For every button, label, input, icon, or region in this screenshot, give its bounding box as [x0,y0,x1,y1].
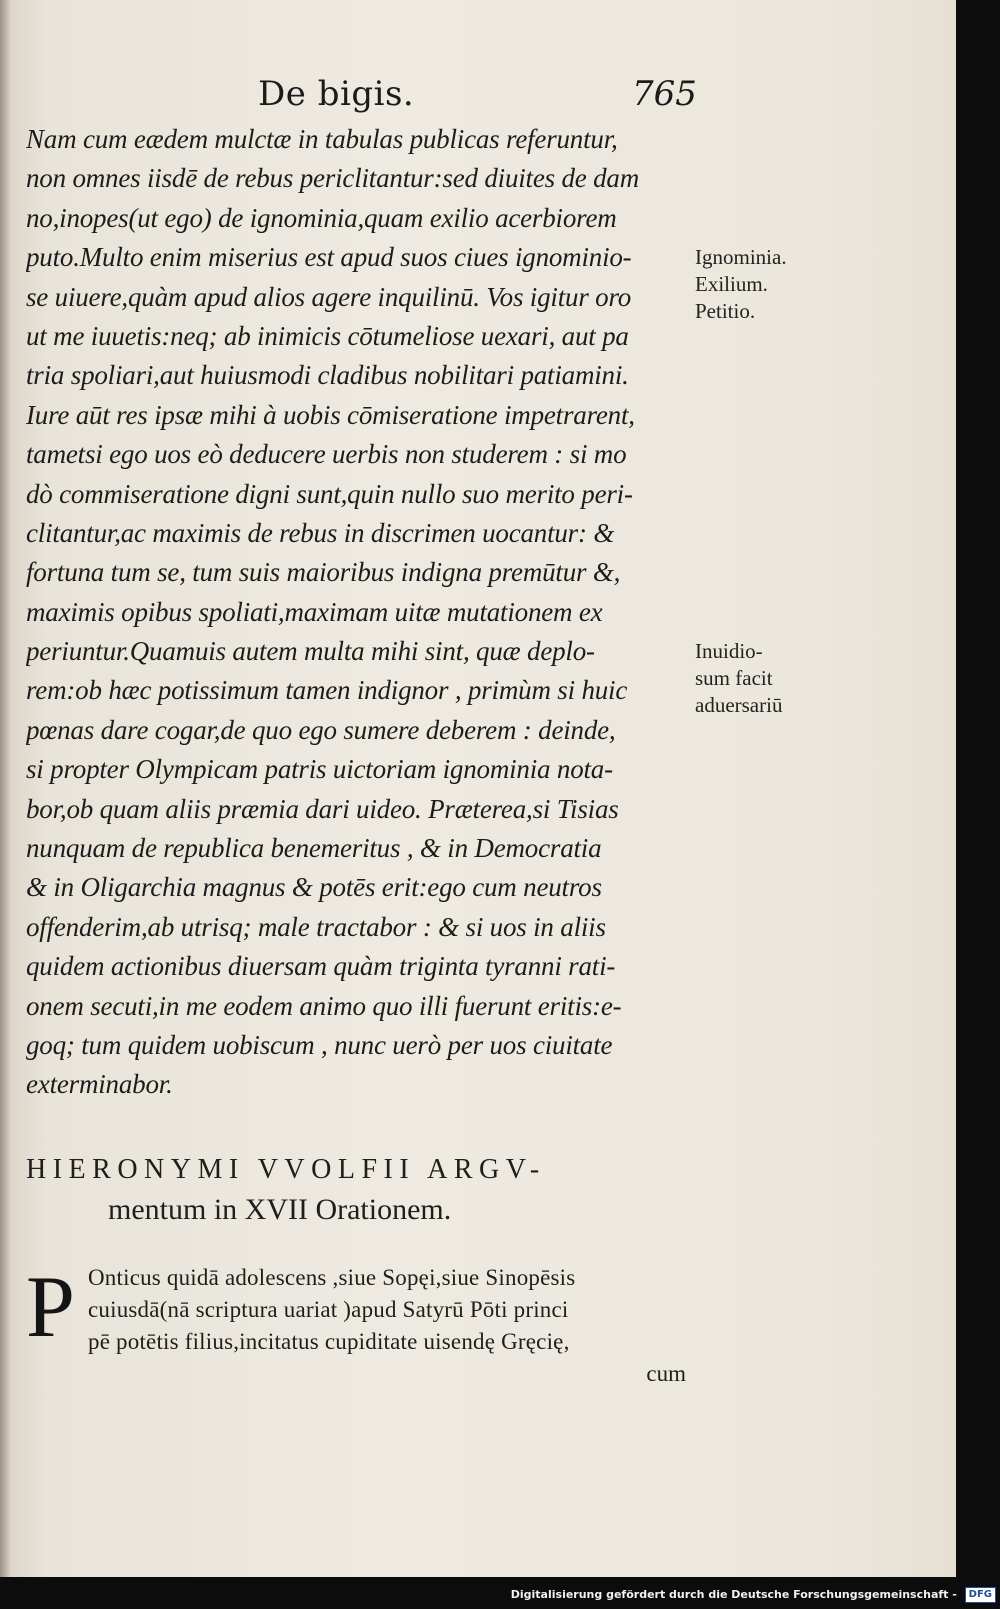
text-line: exterminabor. [26,1069,173,1100]
dfg-logo: DFG [965,1587,996,1603]
text-line: Nam cum eædem mulctæ in tabulas publicas referuntur, [26,124,618,154]
catchword: cum [646,1361,686,1386]
text-line: no,inopes(ut ego) de ignominia,quam exilio acerbiorem [26,202,617,233]
credit-text: Digitalisierung gefördert durch die Deutsche Forschungsgemeinschaft - [510,1588,957,1601]
text-line: dò commiseratione digni sunt,quin nullo suo merito peri- [26,478,633,509]
digitization-credit [511,1585,996,1605]
margin-note-line: Exilium. [695,272,768,296]
running-head: De bigis. [258,74,415,114]
margin-note-line: Inuidio- [695,639,763,663]
margin-note-line: aduersariū [695,693,783,717]
text-line: onem secuti,in me eodem animo quo illi fuerunt eritis:e- [26,990,622,1021]
argument-line: pē potētis filius,incitatus cupiditate uisendę Gręcię, [88,1329,570,1354]
text-line: maximis opibus spoliati,maximam uitæ mutationem ex [26,596,603,627]
margin-note-line: Petitio. [695,299,756,323]
margin-note-line: sum facit [695,666,773,690]
text-line: tria spoliari,aut huiusmodi cladibus nobilitari patiamini. [26,360,629,391]
text-line: quidem actionibus diuersam quàm triginta tyranni rati- [26,951,616,982]
margin-note-ignominia [695,244,835,325]
text-line: bor,ob quam aliis præmia dari uideo. Præterea,si Tisias [26,793,619,824]
drop-cap: P [26,1259,75,1356]
text-line: & in Oligarchia magnus & potēs erit:ego cum neutros [26,872,602,903]
page-edge [0,0,10,1577]
main-text-block [26,120,686,1105]
text-line: se uiuere,quàm apud alios agere inquilinū. Vos igitur oro [26,281,632,312]
text-line: clitantur,ac maximis de rebus in discrimen uocantur: & [26,517,615,548]
text-line: si propter Olympicam patris uictoriam ignominia nota- [26,754,613,785]
argument-line: cuiusdā(nā scriptura uariat )apud Satyrū Pōti princi [88,1297,569,1322]
text-line: puto.Multo enim miserius est apud suos ciues ignominio- [26,242,632,273]
text-line: goq; tum quidem uobiscum , nunc uerò per uos ciuitate [26,1029,613,1060]
argument-paragraph [26,1259,686,1390]
section-heading-line: HIERONYMI VVOLFII ARGV- [26,1154,546,1185]
section-heading [26,1150,686,1230]
margin-note-inuidiosum [695,638,835,719]
text-line: fortuna tum se, tum suis maioribus indigna premūtur &, [26,557,621,588]
argument-line: Onticus quidā adolescens ,siue Sopęi,siue Sinopēsis [88,1265,576,1290]
text-line: non omnes iisdē de rebus periclitantur:sed diuites de dam [26,163,640,194]
text-line: Iure aūt res ipsæ mihi à uobis cōmiseratione impetrarent, [26,399,635,430]
section-heading-line: mentum in XVII Orationem. [108,1193,452,1226]
text-line: rem:ob hæc potissimum tamen indignor , primùm si huic [26,675,628,706]
text-line: offenderim,ab utrisq; male tractabor : & si uos in aliis [26,911,606,942]
text-line: tametsi ego uos eò deducere uerbis non studerem : si mo [26,439,627,470]
text-line: periuntur.Quamuis autem multa mihi sint, quæ deplo- [26,636,595,667]
text-line: nunquam de republica benemeritus , & in Democratia [26,833,602,864]
text-line: ut me iuuetis:neq; ab inimicis cōtumeliose uexari, aut pa [26,320,629,351]
text-line: pœnas dare cogar,de quo ego sumere deberem : deinde, [26,714,616,745]
page-number: 765 [632,74,697,114]
margin-note-line: Ignominia. [695,245,787,269]
